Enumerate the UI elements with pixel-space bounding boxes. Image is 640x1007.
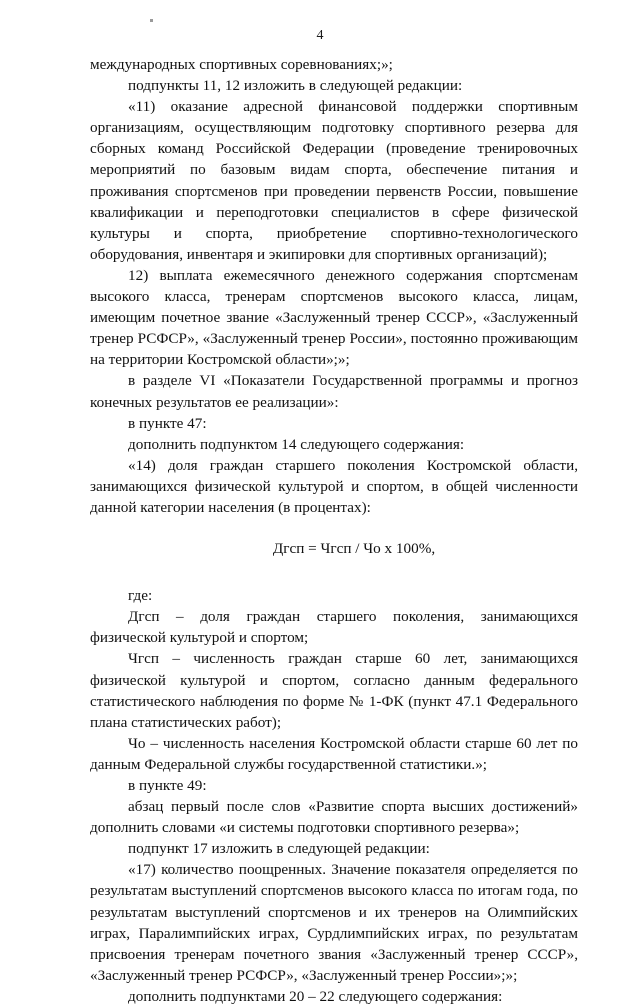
paragraph: подпункт 17 изложить в следующей редакции: [128, 840, 430, 858]
paragraph: 12) выплата ежемесячного денежного содержания спортсменам высокого класса, тренерам спортсменов высокого класса, лицам, имеющим почетное звание «Заслуженный тренер СССР», «Заслуженный тренер РСФСР», «Заслуженный тренер России», постоянно проживающим на территории Костромской области»;»; [90, 266, 578, 369]
paragraph: «11) оказание адресной финансовой поддержки спортивным организациям, осуществляющим подготовку спортивного резерва для сборных команд Российской Федерации (проведение тренировочных мероприятий по базовым видам спорта, обеспечение питания и проживания спортсменов при проведении первенств России, повышение квалификации и переподготовки специалистов в сфере физической культуры и спорта, приобретение спортивно-технологического оборудования, инвентаря и экипировки для спортивных организаций); [90, 98, 578, 263]
paragraph: Дгсп – доля граждан старшего поколения, занимающихся физической культурой и спортом; [90, 608, 578, 647]
document-body [90, 54, 578, 1007]
scan-mark [150, 19, 153, 22]
paragraph: «14) доля граждан старшего поколения Костромской области, занимающихся физической культурой и спортом, в общей численности данной категории населения (в процентах): [90, 456, 578, 516]
paragraph: абзац первый после слов «Развитие спорта высших достижений» дополнить словами «и системы подготовки спортивного резерва»; [90, 798, 578, 837]
paragraph: Чгсп – численность граждан старше 60 лет, занимающихся физической культурой и спортом, согласно данным федерального статистического наблюдения по форме № 1-ФК (пункт 47.1 Федерального плана статистических работ); [90, 650, 578, 731]
paragraph: дополнить подпунктами 20 – 22 следующего содержания: [128, 987, 503, 1005]
paragraph: Чо – численность населения Костромской области старше 60 лет по данным Федеральной службы государственной статистики.»; [90, 734, 578, 773]
page-number: 4 [316, 28, 324, 43]
paragraph: в пункте 49: [128, 777, 207, 794]
paragraph: международных спортивных соревнованиях;»; [90, 56, 393, 73]
paragraph: в пункте 47: [128, 414, 207, 432]
paragraph: «17) количество поощренных. Значение показателя определяется по результатам выступлений спортсменов высокого класса по итогам года, по результатам выступлений спортсменов и их тренеров на Олимпийских играх, Паралимпийских играх, Сурдлимпийских играх, по результатам присвоения тренерам почетного звания «Заслуженный тренер СССР», «Заслуженный тренер РСФСР», «Заслуженный тренер России»;»; [90, 861, 578, 984]
formula: Дгсп = Чгсп / Чо х 100%, [272, 540, 436, 558]
paragraph: дополнить подпунктом 14 следующего содержания: [128, 435, 465, 453]
paragraph: в разделе VI «Показатели Государственной программы и прогноз конечных результатов ее реализации»: [90, 372, 578, 411]
paragraph: подпункты 11, 12 изложить в следующей редакции: [128, 77, 463, 95]
paragraph: где: [128, 587, 153, 605]
